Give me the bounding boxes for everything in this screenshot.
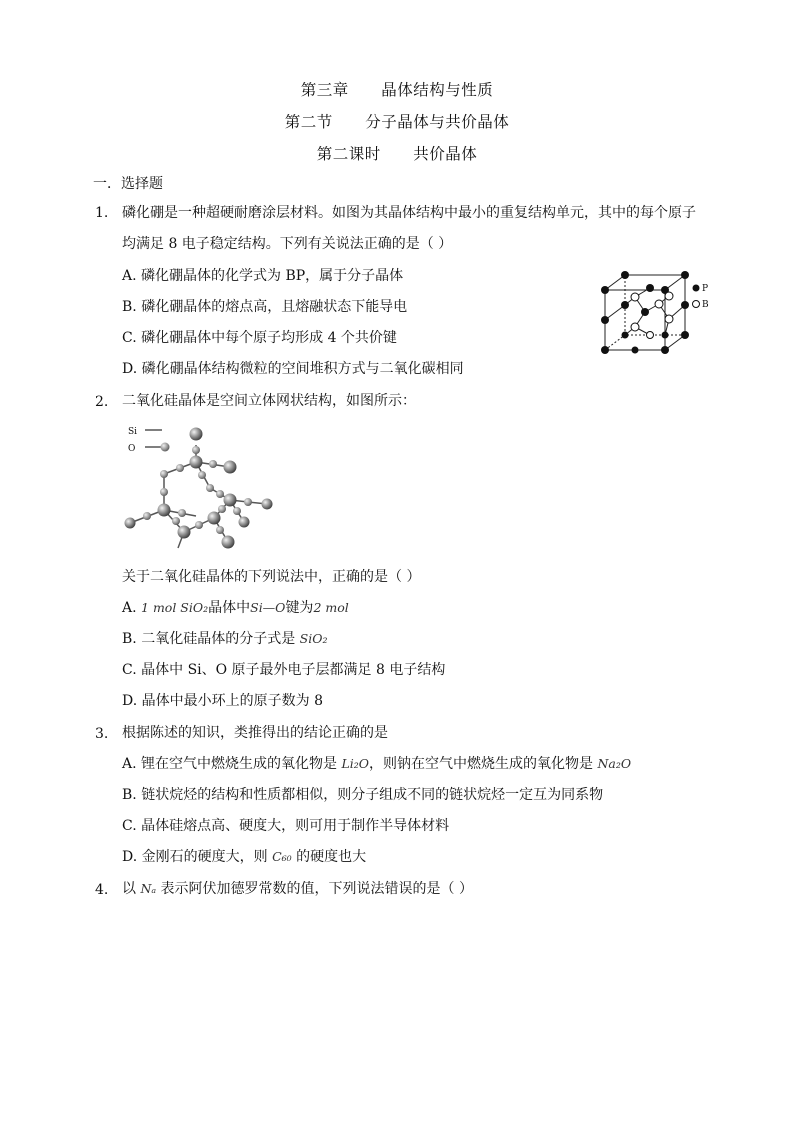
question-2-option-c: C. 晶体中 Si、O 原子最外电子层都满足 8 电子结构	[122, 662, 446, 678]
math-li2o: Li₂O	[341, 756, 370, 771]
question-2-option-a	[122, 598, 349, 618]
math-na2o: Na₂O	[597, 756, 632, 771]
option-d-text: D. 金刚石的硬度大，则	[122, 849, 273, 865]
option-a-prefix: A.	[122, 600, 142, 616]
option-a-text-2: 键为	[285, 600, 314, 616]
question-3-option-b: B. 链状烷烃的结构和性质都相似，则分子组成不同的链状烷烃一定互为同系物	[122, 787, 604, 803]
legend-label-p: P	[702, 284, 709, 294]
question-1-stem-line1: 磷化硼是一种超硬耐磨涂层材料。如图为其晶体结构中最小的重复结构单元，其中的每个原子	[122, 205, 696, 221]
question-4-text-2: 表示阿伏加德罗常数的值，下列说法错误的是（ ）	[156, 881, 473, 897]
option-a-text: 晶体中	[208, 600, 251, 616]
question-1-stem-line2: 均满足 8 电子稳定结构。下列有关说法正确的是（ ）	[122, 236, 453, 252]
option-a-text-2: ，则钠在空气中燃烧生成的氧化物是	[369, 756, 598, 772]
question-1-number: 1.	[95, 205, 109, 221]
question-1-option-b: B. 磷化硼晶体的熔点高，且熔融状态下能导电	[122, 299, 408, 315]
figure-label-si: Si	[128, 427, 138, 437]
option-d-text-2: 的硬度也大	[291, 849, 367, 865]
question-4-number: 4.	[95, 882, 109, 898]
legend-label-b: B	[702, 300, 709, 310]
question-3-stem: 根据陈述的知识，类推得出的结论正确的是	[122, 725, 388, 741]
option-a-text: A. 锂在空气中燃烧生成的氧化物是	[122, 756, 342, 772]
question-2-prompt: 关于二氧化硅晶体的下列说法中，正确的是（ ）	[122, 569, 421, 585]
silica-network-figure	[122, 420, 277, 555]
option-b-text: B. 二氧化硅晶体的分子式是	[122, 631, 300, 647]
math-c60: C₆₀	[272, 849, 292, 864]
math-sio2: SiO₂	[299, 631, 328, 646]
question-3-option-a	[122, 754, 631, 774]
question-1-option-d: D. 磷化硼晶体结构微粒的空间堆积方式与二氧化碳相同	[122, 361, 464, 377]
question-3-option-d	[122, 847, 366, 867]
question-3-option-c: C. 晶体硅熔点高、硬度大，则可用于制作半导体材料	[122, 818, 450, 834]
question-1-option-c: C. 磷化硼晶体中每个原子均形成 4 个共价键	[122, 330, 397, 346]
math-si-o-bond: Si—O	[250, 600, 286, 615]
question-2-number: 2.	[95, 394, 109, 410]
question-2-option-d: D. 晶体中最小环上的原子数为 8	[122, 693, 323, 709]
question-4-stem	[122, 879, 473, 899]
part-heading: 一．选择题	[93, 176, 163, 192]
chapter-title: 第三章 晶体结构与性质	[300, 81, 494, 99]
question-2-option-b	[122, 629, 327, 649]
lesson-title: 第二课时 共价晶体	[316, 145, 478, 163]
section-title: 第二节 分子晶体与共价晶体	[284, 113, 510, 131]
math-1mol-sio2: 1 mol SiO₂	[141, 600, 209, 615]
math-na-avogadro: Nₐ	[140, 881, 157, 896]
question-3-number: 3.	[95, 726, 109, 742]
question-2-stem: 二氧化硅晶体是空间立体网状结构，如图所示：	[122, 393, 416, 409]
question-4-text: 以	[122, 881, 141, 897]
question-1-option-a: A. 磷化硼晶体的化学式为 BP，属于分子晶体	[122, 268, 404, 284]
figure-label-o: O	[128, 444, 136, 454]
math-2mol: 2 mol	[313, 600, 349, 615]
